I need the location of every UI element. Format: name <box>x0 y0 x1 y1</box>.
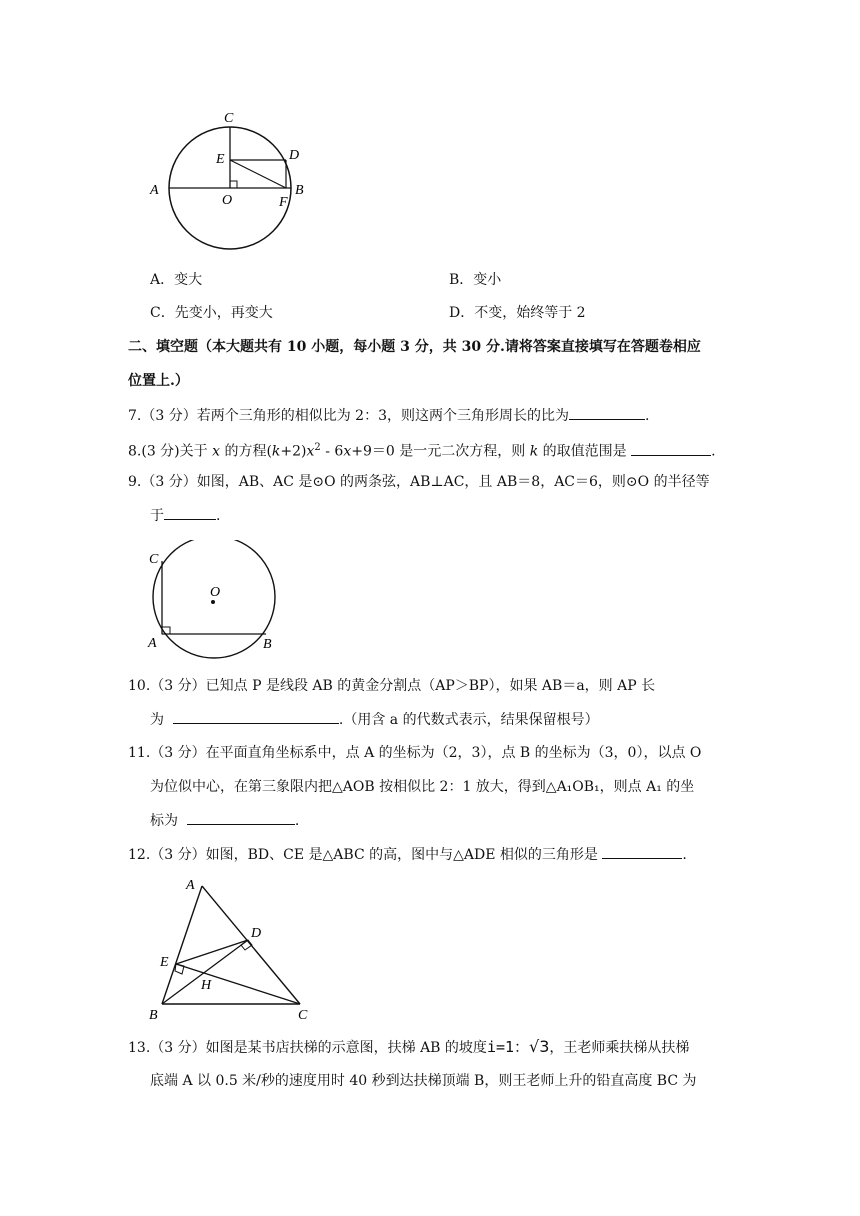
q8-text-2: 的方程( <box>220 443 272 460</box>
segment-ef <box>230 160 286 188</box>
q13-score: （3 分） <box>150 1040 206 1056</box>
label-b: B <box>295 183 304 198</box>
q8-text-4: - 6 <box>320 443 344 460</box>
question-11-line1 <box>128 743 701 763</box>
figure-q6-circle <box>140 105 330 260</box>
segment-de <box>176 940 248 964</box>
q11-number: 11. <box>128 745 151 761</box>
q8-var-x3: x <box>343 443 352 460</box>
question-13-line2: 底端 A 以 0.5 米/秒的速度用时 40 秒到达扶梯顶端 B，则王老师上升的铅直高度 BC 为 <box>150 1073 697 1089</box>
q8-text-1: 关于 <box>179 443 213 460</box>
label-c-q12: C <box>298 1008 308 1023</box>
label-e-q12: E <box>160 955 169 970</box>
label-a-q12: A <box>186 878 195 893</box>
q9-end: . <box>216 508 221 524</box>
figure-q12-triangle <box>140 870 330 1030</box>
q11-text: 在平面直角坐标系中，点 A 的坐标为（2，3），点 B 的坐标为（3，0），以点 O <box>205 745 702 761</box>
q8-answer-blank[interactable] <box>631 441 711 456</box>
q13-text-1a: 如图是某书店扶梯的示意图，扶梯 AB 的坡度 <box>205 1040 487 1056</box>
q13-slope: i=1： <box>486 1038 530 1056</box>
q11-end: . <box>294 813 300 829</box>
figure-q9-circle <box>140 540 290 660</box>
label-b-q12: B <box>149 1008 158 1023</box>
question-10-line1 <box>128 676 655 696</box>
q9-text: 如图，AB、AC 是⊙O 的两条弦，AB⊥AC，且 AB＝8，AC＝6，则⊙O 的半径等 <box>196 474 710 490</box>
section-2-heading-line2: 位置上.） <box>128 373 189 389</box>
q10-text-2b: .（用含 a 的代数式表示，结果保留根号） <box>338 712 599 728</box>
label-d: D <box>289 148 300 163</box>
q8-var-x: x <box>212 443 220 460</box>
q8-number: 8. <box>128 443 142 460</box>
label-f: F <box>279 195 288 210</box>
q13-number: 13. <box>128 1040 151 1056</box>
side-ac <box>202 886 300 1004</box>
q8-var-k2: k <box>529 443 539 460</box>
question-10-line2 <box>150 709 599 730</box>
question-9-line2 <box>150 505 220 526</box>
q11-text-3: 标为 <box>150 813 178 829</box>
label-o-q9: O <box>210 585 221 600</box>
label-e: E <box>216 152 225 167</box>
q8-var-x2: x <box>306 443 315 460</box>
q12-text: 如图，BD、CE 是△ABC 的高，图中与△ADE 相似的三角形是 <box>205 847 598 863</box>
label-c: C <box>224 111 234 126</box>
q12-number: 12. <box>128 847 151 863</box>
q10-number: 10. <box>128 678 151 694</box>
label-a: A <box>150 183 159 198</box>
q12-score: （3 分） <box>150 847 206 863</box>
q10-text-2a: 为 <box>150 712 164 728</box>
q7-score: （3 分） <box>141 408 197 424</box>
q12-answer-blank[interactable] <box>602 844 682 859</box>
q8-text-6: 的取值范围是 <box>538 443 627 460</box>
label-a-q9: A <box>148 636 157 651</box>
q9-answer-blank[interactable] <box>164 505 216 520</box>
q8-exponent: 2 <box>314 442 321 453</box>
option-b: B．变小 <box>449 272 502 288</box>
q11-score: （3 分） <box>150 745 206 761</box>
q9-text-2: 于 <box>150 508 164 524</box>
q7-answer-blank[interactable] <box>569 405 645 420</box>
question-11-line2: 为位似中心，在第三象限内把△AOB 按相似比 2：1 放大，得到△A₁OB₁，则点 A₁ 的坐 <box>150 779 695 795</box>
question-11-line3 <box>150 810 299 831</box>
label-c-q9: C <box>149 552 159 567</box>
right-angle-mark <box>230 181 237 188</box>
label-h-q12: H <box>201 978 212 993</box>
q10-score: （3 分） <box>150 678 206 694</box>
q8-text-5: +9＝0 是一元二次方程，则 <box>351 443 530 460</box>
q8-var-k: k <box>271 443 281 460</box>
q7-text: 若两个三角形的相似比为 2：3，则这两个三角形周长的比为 <box>196 408 569 424</box>
q13-text-1b: ，王老师乘扶梯从扶梯 <box>549 1040 690 1056</box>
q7-number: 7. <box>128 408 142 424</box>
q10-text: 已知点 P 是线段 AB 的黄金分割点（AP＞BP），如果 AB＝a，则 AP 长 <box>205 678 656 694</box>
option-d: D．不变，始终等于 2 <box>449 305 586 321</box>
q8-end: . <box>711 443 716 460</box>
question-9-line1 <box>128 472 710 492</box>
question-8 <box>128 438 716 462</box>
question-12 <box>128 844 687 865</box>
center-dot <box>211 600 215 604</box>
q8-score: (3 分) <box>141 443 180 460</box>
section-2-heading-line1: 二、填空题（本大题共有 10 小题，每小题 3 分，共 30 分.请将答案直接填写在答题卷相应 <box>128 339 701 355</box>
label-b-q9: B <box>263 637 272 652</box>
side-ab <box>162 886 202 1004</box>
question-7 <box>128 405 649 426</box>
q13-sqrt: √3 <box>529 1037 550 1056</box>
label-d-q12: D <box>251 926 262 941</box>
q7-end: . <box>644 408 650 424</box>
q9-number: 9. <box>128 474 142 490</box>
q12-end: . <box>682 847 687 863</box>
label-o: O <box>222 193 233 208</box>
q9-score: （3 分） <box>141 474 197 490</box>
altitude-bd <box>162 940 248 1004</box>
option-a: A．变大 <box>150 272 203 288</box>
option-c: C．先变小，再变大 <box>150 305 273 321</box>
altitude-ce <box>176 964 300 1004</box>
q8-text-3: +2) <box>280 443 307 460</box>
question-13-line1 <box>128 1037 689 1058</box>
q10-answer-blank[interactable] <box>173 709 339 724</box>
q11-answer-blank[interactable] <box>187 810 295 825</box>
